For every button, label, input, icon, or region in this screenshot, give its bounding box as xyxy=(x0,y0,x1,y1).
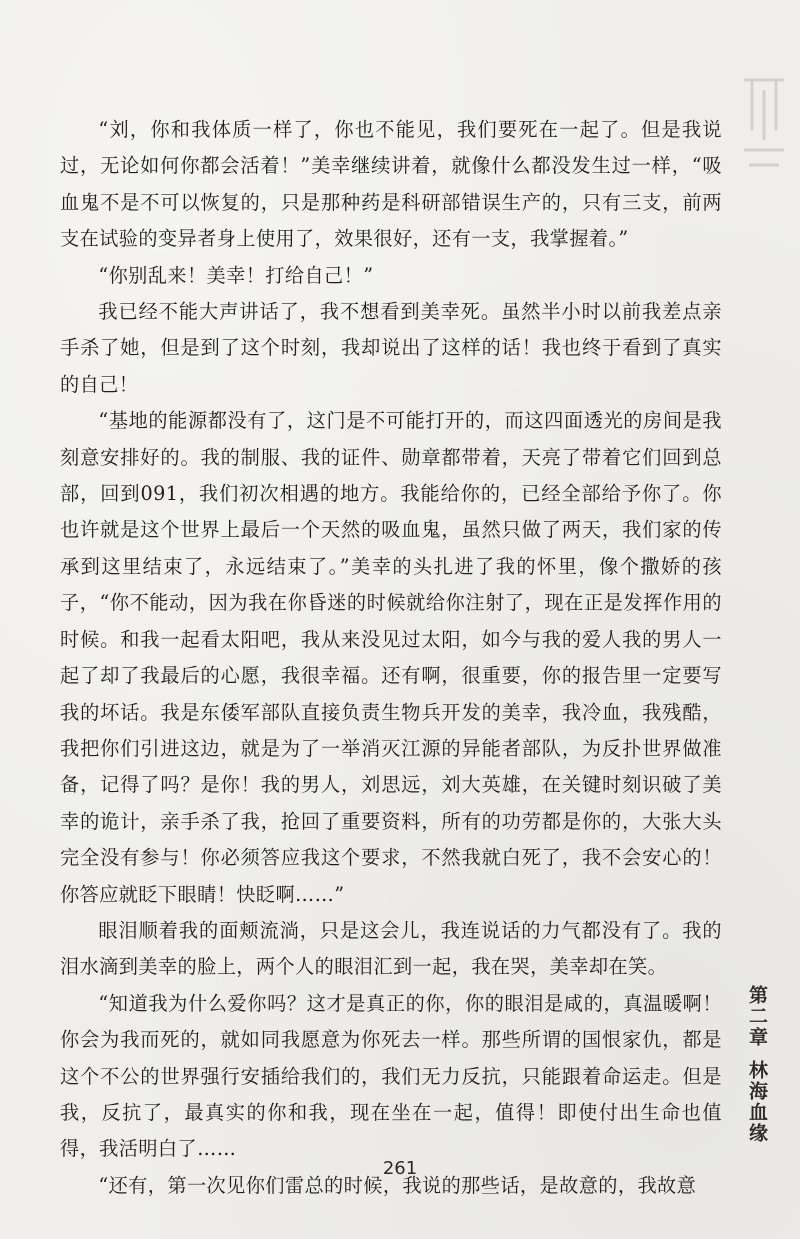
bleed-through-mark xyxy=(734,70,794,190)
page-number: 261 xyxy=(382,1158,418,1179)
chapter-number: 第二章 xyxy=(746,985,768,1048)
paragraph-3: 我已经不能大声讲话了，我不想看到美幸死。虽然半小时以前我差点亲手杀了她，但是到了这个时刻，我却说出了这样的话！我也终于看到了真实的自己！ xyxy=(60,300,722,396)
paragraph-2: “你别乱来！美幸！打给自己！” xyxy=(98,263,374,287)
body-text xyxy=(60,112,722,1204)
paragraph-5: 眼泪顺着我的面颊流淌，只是这会儿，我连说话的力气都没有了。我的泪水滴到美幸的脸上，两个人的眼泪汇到一起，我在哭，美幸却在笑。 xyxy=(60,918,722,979)
paragraph-7: “还有，第一次见你们雷总的时候，我说的那些话，是故意的，我故意 xyxy=(98,1173,697,1197)
paragraph-6: “知道我为什么爱你吗？这才是真正的你，你的眼泪是咸的，真温暖啊！你会为我而死的，就如同我愿意为你死去一样。那些所谓的国恨家仇，都是这个不公的世界强行安插给我们的，我们无力反抗，只能跟着命运走。但是我，反抗了，最真实的你和我，现在坐在一起，值得！即使付出生命也值得，我活明白了…… xyxy=(60,991,722,1161)
paragraph-1: “刘，你和我体质一样了，你也不能见，我们要死在一起了。但是我说过，无论如何你都会活着！”美幸继续讲着，就像什么都没发生过一样，“吸血鬼不是不可以恢复的，只是那种药是科研部错误生产的，只有三支，前两支在试验的变异者身上使用了，效果很好，还有一支，我掌握着。” xyxy=(60,118,722,251)
paragraph-4: “基地的能源都没有了，这门是不可能打开的，而这四面透光的房间是我刻意安排好的。我的制服、我的证件、勋章都带着，天亮了带着它们回到总部，回到091，我们初次相遇的地方。我能给你的，已经全部给予你了。你也许就是这个世界上最后一个天然的吸血鬼，虽然只做了两天，我们家的传承到这里结束了，永远结束了。”美幸的头扎进了我的怀里，像个撒娇的孩子，“你不能动，因为我在你昏迷的时候就给你注射了，现在正是发挥作用的时候。和我一起看太阳吧，我从来没见过太阳，如今与我的爱人我的男人一起了却了我最后的心愿，我很幸福。还有啊，很重要，你的报告里一定要写我的坏话。我是东倭军部队直接负责生物兵开发的美幸，我冷血，我残酷，我把你们引进这边，就是为了一举消灭江源的异能者部队，为反扑世界做准备，记得了吗？是你！我的男人，刘思远，刘大英雄，在关键时刻识破了美幸的诡计，亲手杀了我，抢回了重要资料，所有的功劳都是你的，大张大头完全没有参与！你必须答应我这个要求，不然我就白死了，我不会安心的！你答应就眨下眼睛！快眨啊……” xyxy=(60,409,722,906)
chapter-side-label xyxy=(742,985,772,1144)
chapter-title: 林海血缘 xyxy=(746,1060,768,1144)
